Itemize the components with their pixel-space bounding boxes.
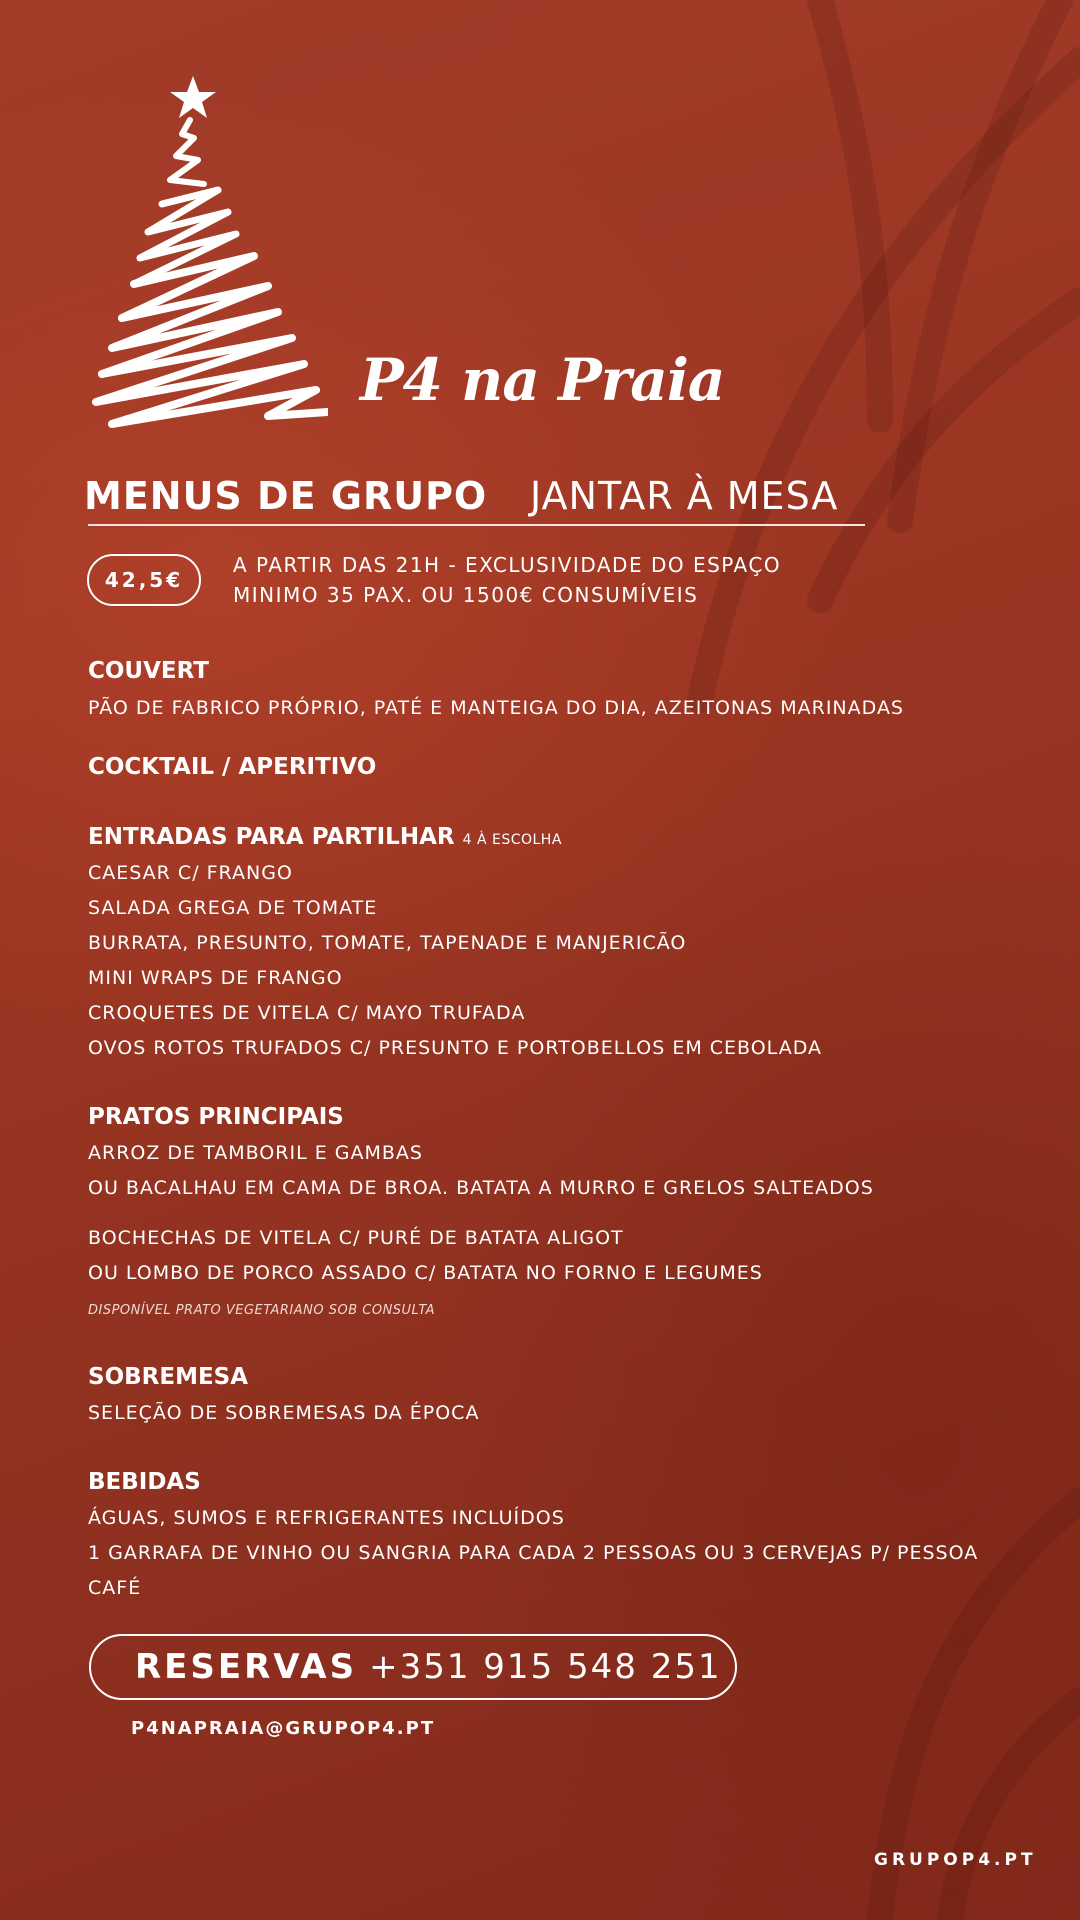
menu-item: CAFÉ	[88, 1577, 142, 1599]
page-subtitle: JANTAR À MESA	[530, 474, 839, 518]
section-title-bebidas: BEBIDAS	[88, 1469, 201, 1495]
menu-item: MINI WRAPS DE FRANGO	[88, 967, 343, 989]
menu-item: OU BACALHAU EM CAMA DE BROA. BATATA A MURRO E GRELOS SALTEADOS	[88, 1177, 874, 1199]
menu-item: SELEÇÃO DE SOBREMESAS DA ÉPOCA	[88, 1402, 480, 1424]
section-title-pratos: PRATOS PRINCIPAIS	[88, 1104, 344, 1130]
section-title-entradas	[88, 821, 562, 856]
choice-note: 4 À ESCOLHA	[462, 832, 562, 848]
reservations-phone-link[interactable]	[89, 1634, 737, 1700]
section-title-sobremesa: SOBREMESA	[88, 1364, 249, 1390]
page-title: MENUS DE GRUPO	[84, 474, 488, 518]
menu-item: ÁGUAS, SUMOS E REFRIGERANTES INCLUÍDOS	[88, 1507, 565, 1529]
condition-line: MINIMO 35 PAX. OU 1500€ CONSUMÍVEIS	[233, 583, 699, 607]
star-icon	[170, 76, 216, 118]
price-badge: 42,5€	[87, 554, 201, 606]
menu-item: BURRATA, PRESUNTO, TOMATE, TAPENADE E MANJERICÃO	[88, 932, 687, 954]
condition-line: A PARTIR DAS 21H - EXCLUSIVIDADE DO ESPAÇO	[233, 553, 782, 577]
title-divider	[88, 524, 865, 526]
menu-item: ARROZ DE TAMBORIL E GAMBAS	[88, 1142, 423, 1164]
menu-item: OVOS ROTOS TRUFADOS C/ PRESUNTO E PORTOBELLOS EM CEBOLADA	[88, 1037, 822, 1059]
section-title-couvert: COUVERT	[88, 658, 209, 684]
menu-item: CAESAR C/ FRANGO	[88, 862, 293, 884]
reservations-label: RESERVAS	[135, 1647, 358, 1687]
menu-item: CROQUETES DE VITELA C/ MAYO TRUFADA	[88, 1002, 526, 1024]
menu-item: 1 GARRAFA DE VINHO OU SANGRIA PARA CADA 2 PESSOAS OU 3 CERVEJAS P/ PESSOA	[88, 1542, 979, 1564]
menu-item: OU LOMBO DE PORCO ASSADO C/ BATATA NO FORNO E LEGUMES	[88, 1262, 763, 1284]
brand-logo: P4 na Praia	[360, 346, 725, 414]
menu-item: BOCHECHAS DE VITELA C/ PURÉ DE BATATA ALIGOT	[88, 1227, 624, 1249]
section-title-text: ENTRADAS PARA PARTILHAR	[88, 824, 455, 850]
website-link[interactable]: GRUPOP4.PT	[874, 1850, 1037, 1870]
vegetarian-note: DISPONÍVEL PRATO VEGETARIANO SOB CONSULTA	[88, 1303, 436, 1318]
christmas-tree-icon	[78, 72, 328, 432]
phone-number: +351 915 548 251	[369, 1647, 722, 1687]
section-title-cocktail: COCKTAIL / APERITIVO	[88, 754, 377, 780]
menu-item: PÃO DE FABRICO PRÓPRIO, PATÉ E MANTEIGA DO DIA, AZEITONAS MARINADAS	[88, 697, 904, 719]
menu-item: SALADA GREGA DE TOMATE	[88, 897, 378, 919]
email-link[interactable]: P4NAPRAIA@GRUPOP4.PT	[131, 1718, 436, 1739]
